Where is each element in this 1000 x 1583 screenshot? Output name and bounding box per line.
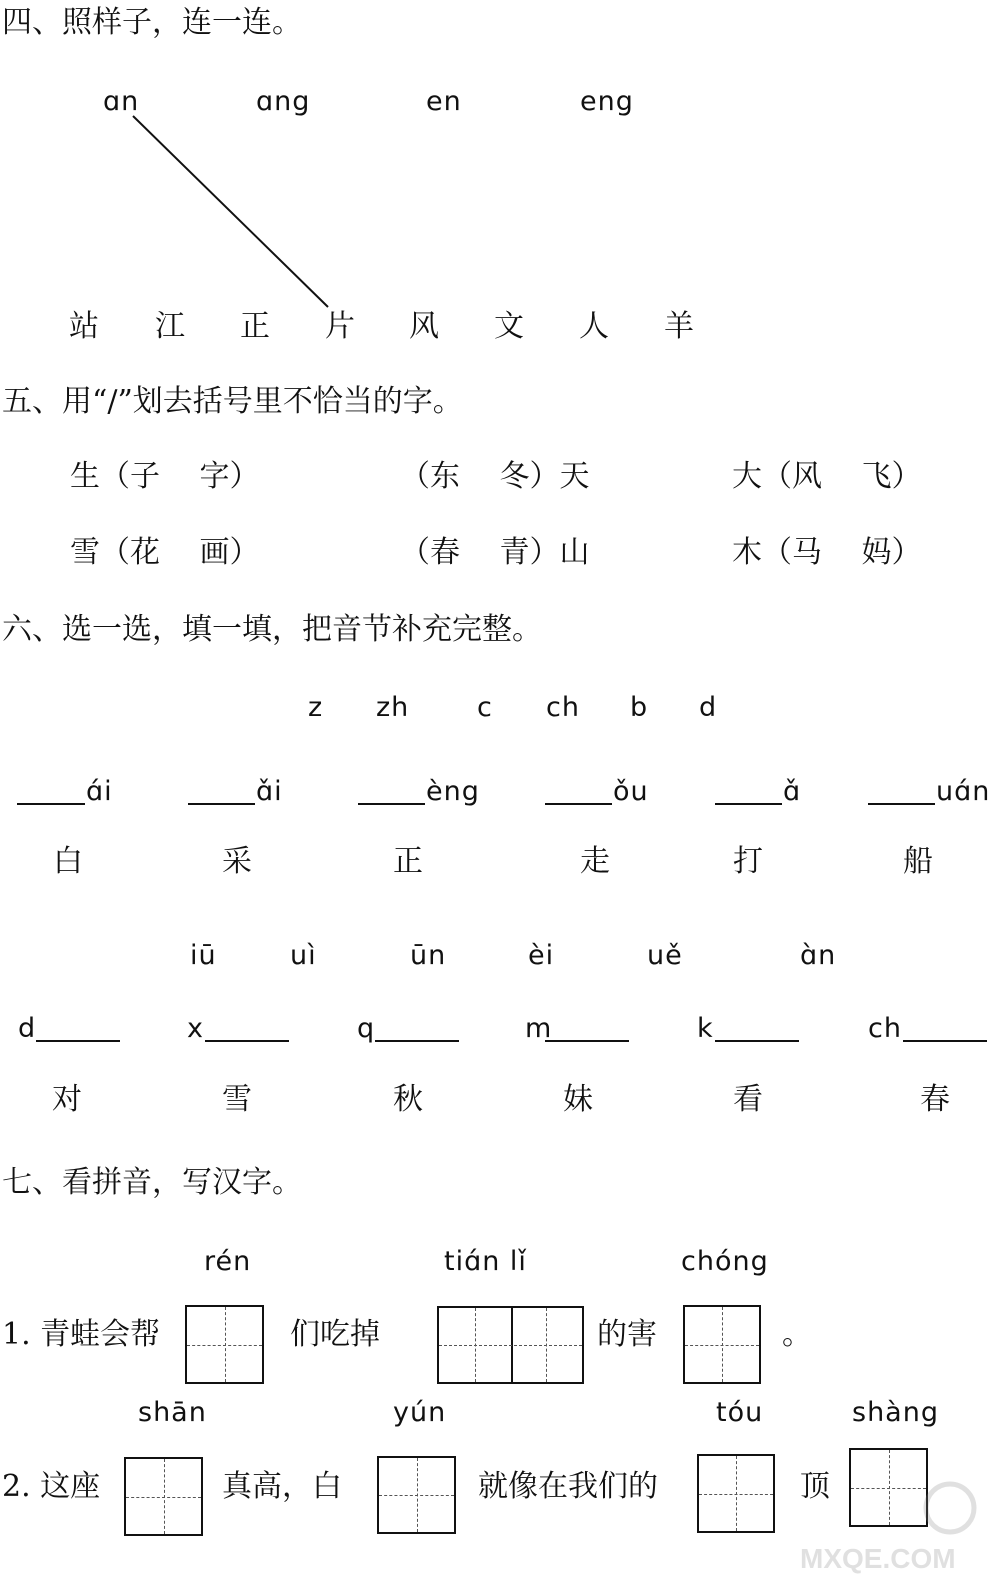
syllable-final: uɑ́n — [936, 776, 991, 807]
char-item: 秋 — [393, 1082, 423, 1117]
char-item: 打 — [733, 844, 763, 879]
choice-item: （春 青）山 — [400, 535, 590, 570]
char-item: 妹 — [563, 1082, 593, 1117]
writing-grid-box[interactable] — [377, 1456, 456, 1534]
char-item: 片 — [325, 309, 355, 344]
fill-blank[interactable] — [868, 803, 935, 805]
initial-option: ch — [546, 692, 580, 723]
writing-grid-box[interactable] — [697, 1454, 775, 1533]
char-item: 江 — [155, 309, 185, 344]
syllable-initial: m — [525, 1013, 553, 1044]
choice-item: 雪（花 画） — [70, 535, 260, 570]
writing-grid-box[interactable] — [124, 1457, 203, 1536]
sentence-part: 们吃掉 — [290, 1317, 380, 1352]
choice-item: 生（子 字） — [70, 459, 260, 494]
final-option: uě — [647, 940, 683, 971]
sentence-part: 。 — [782, 1317, 812, 1352]
fill-blank[interactable] — [715, 803, 782, 805]
fill-blank[interactable] — [545, 803, 612, 805]
syllable-initial: ch — [868, 1013, 902, 1044]
char-item: 春 — [920, 1082, 950, 1117]
sentence-part: 真高，白 — [222, 1469, 342, 1504]
fill-blank[interactable] — [188, 803, 255, 805]
fill-blank[interactable] — [375, 1040, 459, 1042]
fill-blank[interactable] — [205, 1040, 289, 1042]
initial-option: b — [630, 692, 649, 723]
final-ang: ɑng — [256, 86, 311, 117]
pinyin-hint: chóng — [681, 1246, 769, 1277]
fill-blank[interactable] — [358, 803, 425, 805]
sentence-part: 2. 这座 — [2, 1469, 101, 1504]
char-item: 白 — [53, 844, 83, 879]
syllable-initial: x — [187, 1013, 204, 1044]
char-item: 采 — [222, 844, 252, 879]
sentence-part: 1. 青蛙会帮 — [2, 1317, 161, 1352]
initial-option: d — [699, 692, 718, 723]
syllable-final: èng — [426, 776, 480, 807]
section-4-title: 四、照样子，连一连。 — [2, 5, 302, 40]
fill-blank[interactable] — [36, 1040, 120, 1042]
pinyin-hint: rén — [204, 1246, 252, 1277]
pinyin-hint: shān — [138, 1397, 207, 1428]
choice-item: （东 冬）天 — [400, 459, 590, 494]
final-en: en — [426, 86, 462, 117]
syllable-initial: k — [697, 1013, 714, 1044]
char-item: 走 — [580, 844, 610, 879]
sentence-part: 就像在我们的 — [478, 1469, 658, 1504]
char-item: 羊 — [664, 309, 694, 344]
char-item: 船 — [903, 844, 933, 879]
char-item: 雪 — [222, 1082, 252, 1117]
char-item: 正 — [240, 309, 270, 344]
char-item: 对 — [52, 1082, 82, 1117]
char-item: 站 — [69, 309, 99, 344]
section-7-title: 七、看拼音，写汉字。 — [2, 1165, 302, 1200]
char-item: 人 — [579, 309, 609, 344]
fill-blank[interactable] — [715, 1040, 799, 1042]
pinyin-hint: tóu — [716, 1397, 764, 1428]
writing-grid-box[interactable] — [185, 1305, 264, 1384]
choice-item: 大（风 飞） — [732, 459, 922, 494]
initial-option: zh — [376, 692, 410, 723]
syllable-initial: d — [18, 1013, 37, 1044]
writing-grid-box[interactable] — [683, 1305, 761, 1384]
syllable-final: ɑ̌i — [256, 776, 283, 807]
syllable-initial: q — [357, 1013, 376, 1044]
final-eng: eng — [580, 86, 634, 117]
connect-line — [133, 116, 328, 307]
char-item: 正 — [393, 844, 423, 879]
choice-item: 木（马 妈） — [732, 535, 922, 570]
initial-option: z — [308, 692, 324, 723]
final-an: ɑn — [103, 86, 140, 117]
watermark-logo — [800, 1478, 990, 1578]
final-option: ɑ̀n — [800, 940, 837, 971]
char-item: 风 — [409, 309, 439, 344]
final-option: èi — [528, 940, 555, 971]
section-5-title: 五、用“/”划去括号里不恰当的字。 — [2, 384, 463, 419]
sentence-part: 的害 — [597, 1317, 657, 1352]
syllable-final: ǒu — [613, 776, 649, 807]
char-item: 文 — [494, 309, 524, 344]
final-option: ūn — [410, 940, 447, 971]
pinyin-hint: shàng — [852, 1397, 939, 1428]
fill-blank[interactable] — [545, 1040, 629, 1042]
sentence-part: 顶 — [800, 1469, 830, 1504]
fill-blank[interactable] — [17, 803, 85, 805]
initial-option: c — [477, 692, 493, 723]
pinyin-hint: tiɑ́n lǐ — [444, 1246, 527, 1277]
writing-grid-box-double[interactable] — [437, 1306, 584, 1384]
syllable-final: ɑ́i — [86, 776, 113, 807]
char-item: 看 — [733, 1082, 763, 1117]
final-option: iū — [190, 940, 217, 971]
final-option: uì — [290, 940, 317, 971]
pinyin-hint: yún — [393, 1397, 447, 1428]
section-6-title: 六、选一选，填一填，把音节补充完整。 — [2, 612, 542, 647]
fill-blank[interactable] — [903, 1040, 987, 1042]
watermark-text: MXQE.COM — [800, 1543, 956, 1574]
syllable-final: ɑ̌ — [783, 776, 802, 807]
